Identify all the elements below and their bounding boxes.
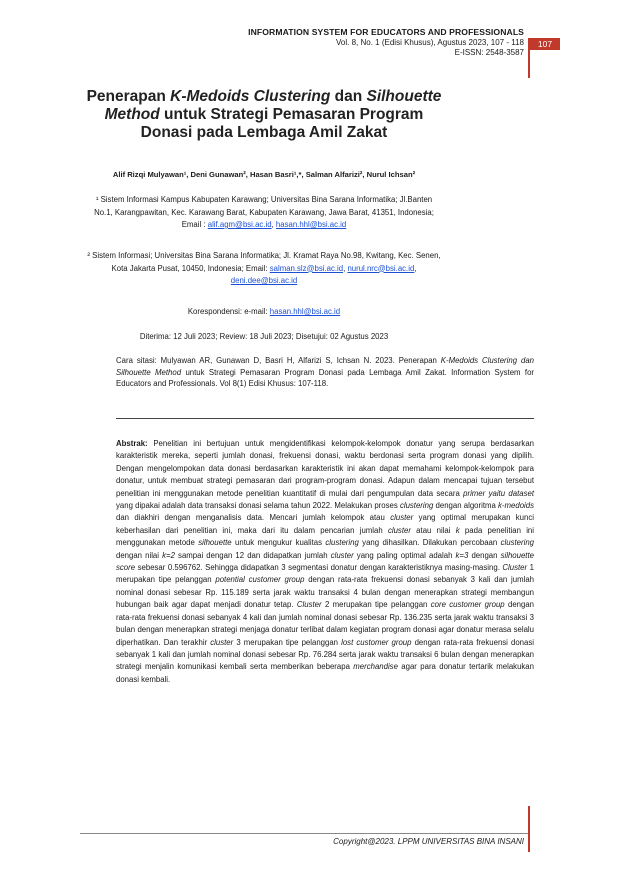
email-link[interactable]: hasan.hhl@bsi.ac.id bbox=[275, 220, 347, 229]
email-link[interactable]: deni.dee@bsi.ac.id bbox=[230, 276, 298, 285]
correspondence-label: Korespondensi: e-mail: bbox=[187, 307, 270, 316]
title-part: Penerapan bbox=[86, 88, 171, 105]
abstract-text: dengan rata-rata frekuensi donasi sebanyak 1 kali dan jumlah nominal donasi sebesar Rp. 76.284 serta jarak waktu transaksi 6 bulan dengan menerapkan strategi menjalin komunikasi kembali serta memberikan beberapa bbox=[116, 637, 534, 672]
abstract-text: agar para donatur tertarik melakukan donasi kembali. bbox=[116, 662, 534, 684]
title-part: untuk Strategi Pemasaran Program Donasi pada Lembaga Amil Zakat bbox=[140, 106, 424, 141]
abstract-text: 3 merupakan tipe pelanggan bbox=[233, 637, 342, 647]
footer-accent-bar bbox=[528, 806, 530, 852]
abstract-text: pada penelitian ini menggunakan metode bbox=[116, 525, 534, 548]
abstract-text: dan diakhiri dengan menganalisis data. Mencari jumlah kelompok atau bbox=[116, 513, 391, 523]
abstract-text: yang paling optimal adalah bbox=[353, 550, 456, 560]
abstract-text: yang dihasilkan. Dilakukan percobaan bbox=[358, 538, 501, 548]
correspondence bbox=[86, 307, 442, 316]
abstract-text: sampai dengan 12 dan didapatkan jumlah bbox=[174, 550, 331, 560]
abstract-italic: core customer group bbox=[430, 600, 505, 610]
author-list: Alif Rizqi Mulyawan¹, Deni Gunawan², Hasan Basri¹,*, Salman Alfarizi², Nurul Ichsan² bbox=[112, 170, 416, 179]
abstract-italic: cluster bbox=[387, 525, 411, 535]
abstract-text: untuk mengukur kualitas bbox=[231, 538, 326, 548]
journal-name: INFORMATION SYSTEM FOR EDUCATORS AND PROFESSIONALS bbox=[248, 27, 524, 37]
abstract-text: dengan bbox=[468, 550, 501, 560]
separator: , bbox=[271, 220, 276, 229]
abstract-italic: Cluster bbox=[502, 563, 528, 573]
affiliation-text: ² Sistem Informasi; Universitas Bina Sarana Informatika; Jl. Kramat Raya No.98, Kwitang, Kec. Senen, Kota Jakarta Pusat, 10450, Indonesia; Email: bbox=[87, 251, 441, 273]
affiliation-1 bbox=[86, 194, 442, 232]
abstract-italic: lost customer group bbox=[341, 637, 412, 647]
title-italic: K-Medoids Clustering bbox=[170, 88, 331, 105]
abstract-text: dengan algoritma bbox=[433, 501, 499, 511]
abstract-italic: k-medoids bbox=[498, 501, 534, 511]
affiliation-2 bbox=[86, 250, 442, 288]
abstract-text: dengan rata-rata frekuensi donasi sebanyak 3 kali dan jumlah nominal donasi sebesar Rp. 115.189 serta jarak waktu transaksi 4 bulan dengan menerapkan strategi membangun hubungan baik agar dapat menjadi donatur tetap. bbox=[116, 575, 535, 610]
abstract bbox=[116, 438, 534, 686]
citation-text: untuk Strategi Pemasaran Program Donasi pada Lembaga Amil Zakat. Information System for Educators and Professionals. Vol 8(1) Edisi Khusus: 107-118. bbox=[116, 367, 535, 388]
citation-italic: K-Medoids Clustering dan Silhouette Method bbox=[116, 356, 534, 377]
abstract-text: Penelitian ini bertujuan untuk mengidentifikasi kelompok-kelompok donatur yang serupa berdasarkan karakteristik mereka, seperti jumlah donasi, frekuensi donasi, waktu berdonasi serta program donasi yang dipilih. Dengan mengelompokan data donasi berdasarkan karakteristik ini akan dapat memahami kelompok-kelompok para donatur, untuk membuat strategi pemasaran dari program-program donasi. Adapun dalam mencapai tujuan tersebut penelitian ini menggunakan metode penelitian kuantitatif di mulai dari pengumpulan data secara bbox=[116, 439, 534, 498]
abstract-italic: clustering bbox=[500, 538, 534, 548]
email-link[interactable]: alif.agm@bsi.ac.id bbox=[207, 220, 272, 229]
abstract-label: Abstrak: bbox=[116, 439, 148, 448]
title-italic: Silhouette Method bbox=[104, 88, 442, 123]
footer-divider bbox=[80, 833, 528, 834]
abstract-italic: silhouette score bbox=[116, 550, 534, 573]
abstract-italic: cluster bbox=[210, 637, 234, 647]
abstract-italic: k=3 bbox=[455, 550, 469, 560]
journal-header bbox=[248, 27, 524, 59]
email-link[interactable]: salman.slz@bsi.ac.id bbox=[269, 263, 344, 273]
abstract-italic: clustering bbox=[325, 538, 359, 548]
affiliation-text: ¹ Sistem Informasi Kampus Kabupaten Karawang; Universitas Bina Sarana Informatika; Jl.Banten No.1, Karangpawitan, Kec. Karawang Barat, Kabupaten Karawang, Jawa Barat, 41351, Indonesia; Email : bbox=[94, 195, 434, 229]
abstract-text: yang dipakai adalah data transaksi donasi selama tahun 2022. Melakukan proses bbox=[116, 501, 400, 511]
submission-dates: Diterima: 12 Juli 2023; Review: 18 Juli 2023; Disetujui: 02 Agustus 2023 bbox=[139, 332, 389, 341]
correspondence-email-link[interactable]: hasan.hhl@bsi.ac.id bbox=[269, 307, 341, 316]
abstract-italic: primer yaitu dataset bbox=[463, 488, 534, 498]
abstract-italic: merchandise bbox=[353, 662, 398, 672]
abstract-italic: cluster bbox=[330, 550, 354, 560]
abstract-italic: silhouette bbox=[198, 538, 232, 548]
page-number: 107 bbox=[530, 38, 560, 50]
journal-issn: E-ISSN: 2548-3587 bbox=[454, 48, 524, 57]
abstract-text: 2 merupakan tipe pelanggan bbox=[321, 600, 431, 610]
citation-text: Cara sitasi: Mulyawan AR, Gunawan D, Basri H, Alfarizi S, Ichsan N. 2023. Penerapan bbox=[116, 356, 441, 365]
abstract-italic: cluster bbox=[390, 513, 414, 523]
separator: , bbox=[414, 263, 417, 273]
abstract-italic: clustering bbox=[399, 501, 434, 511]
abstract-italic: Cluster bbox=[296, 600, 322, 610]
abstract-italic: k=2 bbox=[162, 550, 175, 560]
abstract-text: 1 merupakan tipe pelanggan bbox=[116, 563, 535, 585]
abstract-text: dengan rata-rata frekuensi donasi sebanyak 4 kali dan jumlah nominal donasi sebesar Rp. 136.235 serta jarak waktu transaksi 3 bulan dengan menerapkan strategi menjaga donatur terlibat dalam kegiatan program donasi agar donatur merasa selalu diperhatikan. Dan terakhir bbox=[116, 600, 535, 647]
copyright-footer: Copyright@2023. LPPM UNIVERSITAS BINA INSANI bbox=[333, 837, 524, 846]
section-divider bbox=[116, 418, 534, 419]
abstract-italic: k bbox=[455, 525, 460, 535]
citation bbox=[116, 355, 534, 390]
title-part: dan bbox=[330, 88, 367, 105]
email-link[interactable]: nurul.nrc@bsi.ac.id bbox=[347, 263, 415, 273]
abstract-text: yang optimal merupakan kunci keberhasilan dari penelitian ini, maka dari itu dalam pencarian jumlah bbox=[116, 513, 534, 535]
abstract-text: sebesar 0.596762. Sehingga didapatkan 3 segmentasi donatur dengan karakteristiknya masing-masing. bbox=[135, 563, 503, 573]
abstract-text: dengan nilai bbox=[116, 550, 163, 560]
journal-volume: Vol. 8, No. 1 (Edisi Khusus), Agustus 2023, 107 - 118 bbox=[336, 37, 524, 47]
separator: , bbox=[343, 263, 348, 273]
abstract-text: atau nilai bbox=[410, 525, 456, 535]
abstract-italic: potential customer group bbox=[215, 575, 305, 585]
paper-title bbox=[86, 88, 442, 142]
